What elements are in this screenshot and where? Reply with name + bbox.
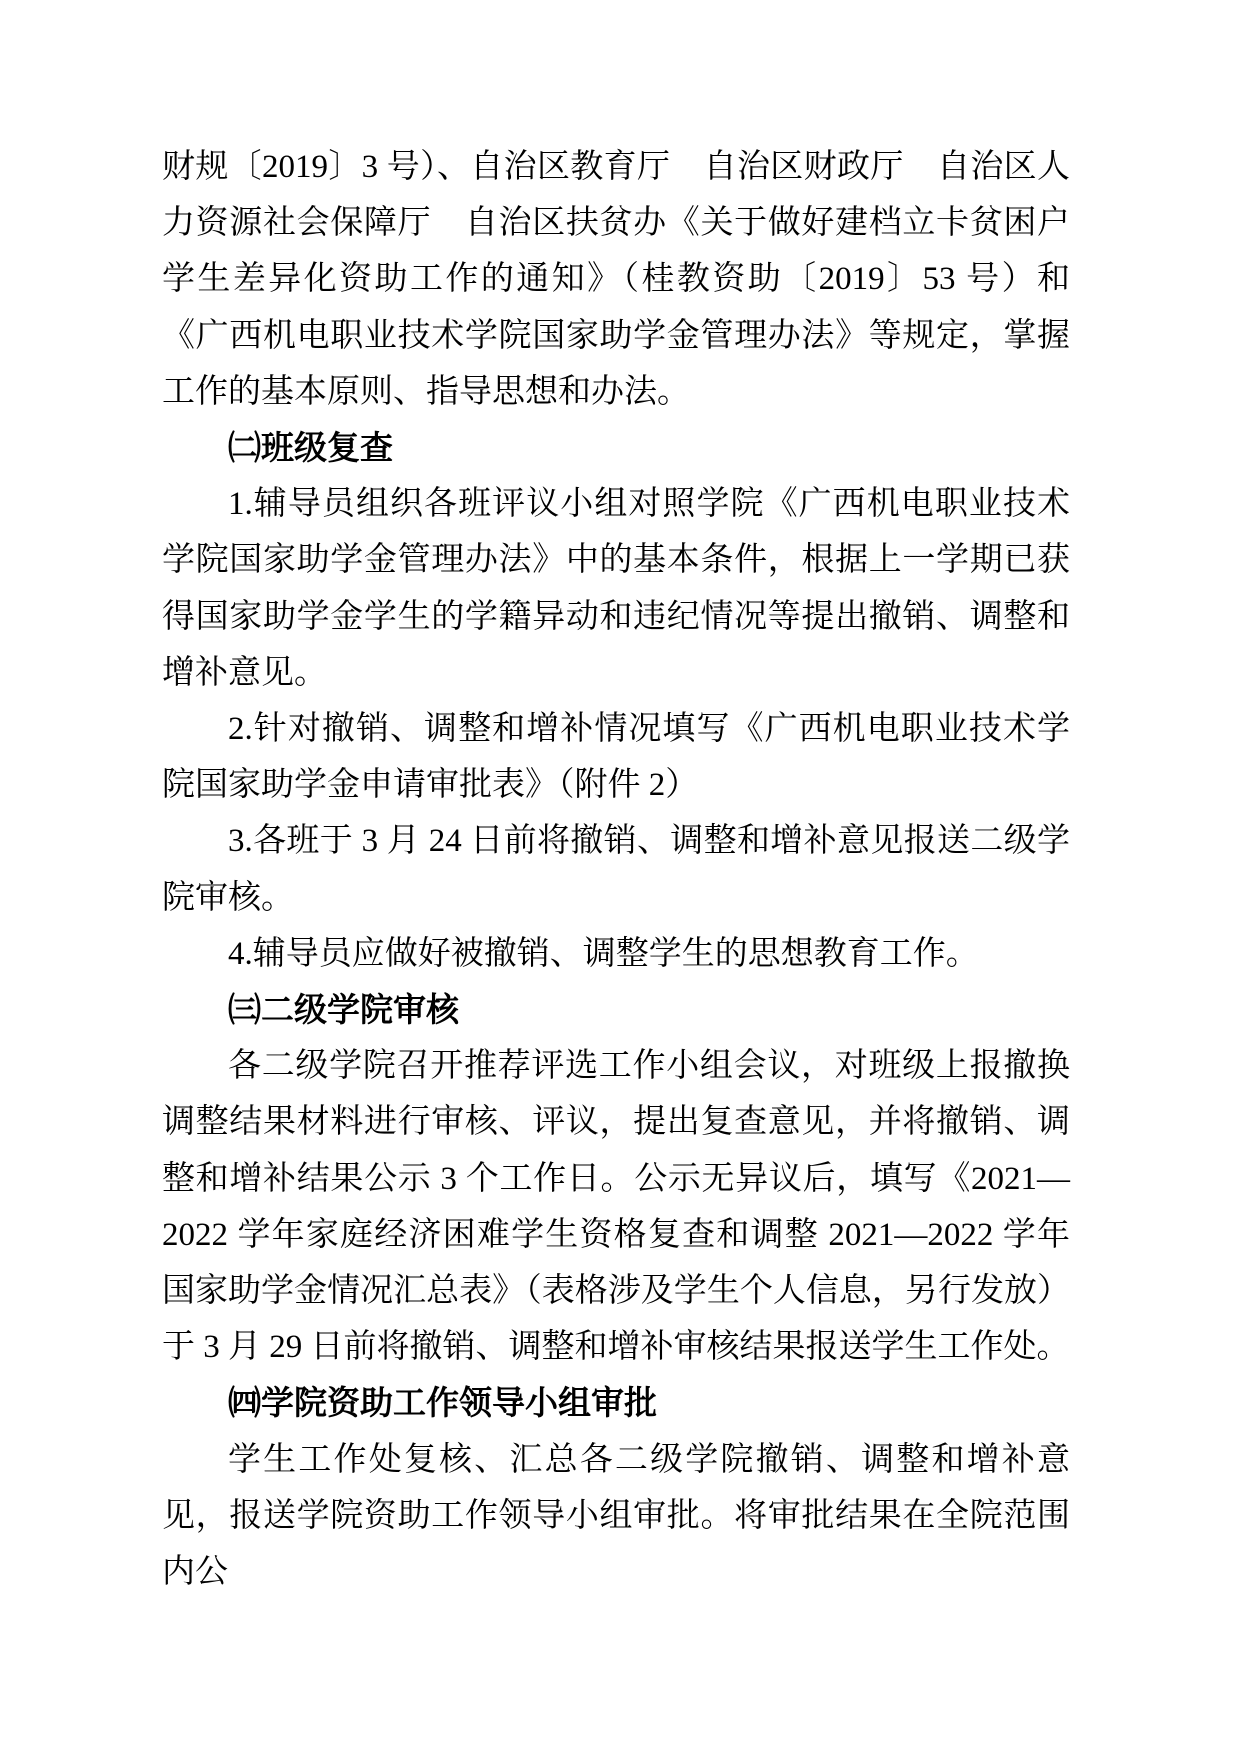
body-paragraph: 1.辅导员组织各班评议小组对照学院《广西机电职业技术学院国家助学金管理办法》中的基本条件，根据上一学期已获得国家助学金学生的学籍异动和违纪情况等提出撤销、调整和增补意见。 xyxy=(162,486,1070,691)
body-paragraph: 4.辅导员应做好被撤销、调整学生的思想教育工作。 xyxy=(228,935,979,972)
body-paragraph: 学生工作处复核、汇总各二级学院撤销、调整和增补意见，报送学院资助工作领导小组审批。将审批结果在全院范围内公 xyxy=(162,1441,1070,1591)
section-heading: ㈢二级学院审核 xyxy=(228,991,459,1029)
section-heading: ㈡班级复查 xyxy=(228,429,393,467)
body-paragraph: 2.针对撤销、调整和增补情况填写《广西机电职业技术学院国家助学金申请审批表》（附件 2） xyxy=(162,711,1070,804)
body-paragraph: 财规〔2019〕3 号）、自治区教育厅 自治区财政厅 自治区人力资源社会保障厅 自治区扶贫办《关于做好建档立卡贫困户学生差异化资助工作的通知》（桂教资助〔2019〕53 号）和《广西机电职业技术学院国家助学金管理办法》等规定，掌握工作的基本原则、指导思想和办法。 xyxy=(162,149,1070,410)
body-paragraph: 各二级学院召开推荐评选工作小组会议，对班级上报撤换调整结果材料进行审核、评议，提出复查意见，并将撤销、调整和增补结果公示 3 个工作日。公示无异议后，填写《2021—2022 学年家庭经济困难学生资格复查和调整 2021—2022 学年国家助学金情况汇总表》（表格涉及学生个人信息，另行发放）于 3 月 29 日前将撤销、调整和增补审核结果报送学生工作处。 xyxy=(162,1048,1071,1366)
document-body xyxy=(162,139,1070,1600)
section-heading: ㈣学院资助工作领导小组审批 xyxy=(228,1384,657,1422)
body-paragraph: 3.各班于 3 月 24 日前将撤销、调整和增补意见报送二级学院审核。 xyxy=(162,823,1070,916)
